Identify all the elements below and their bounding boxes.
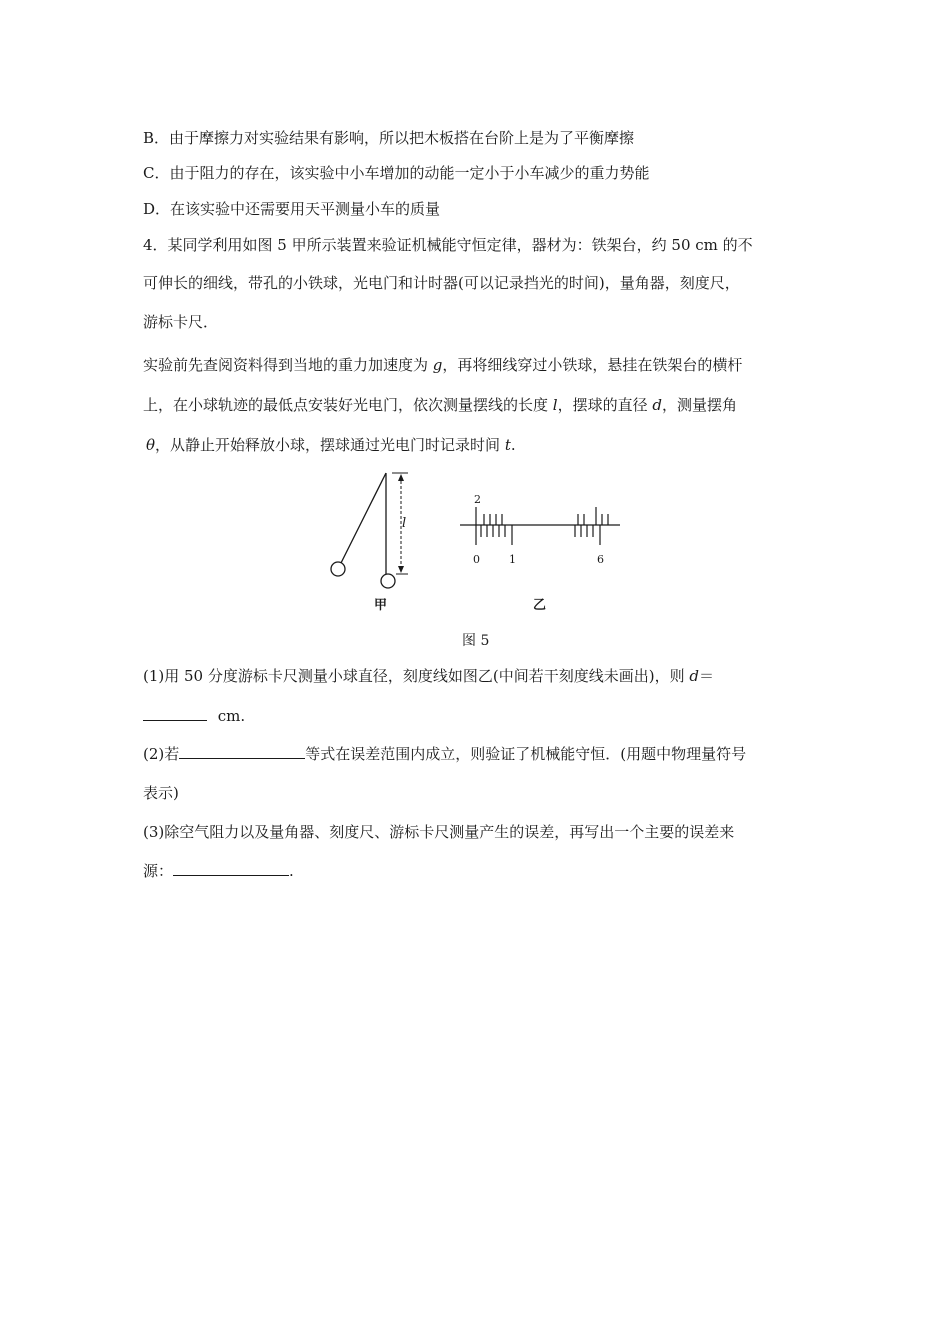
dimension-arrow-up xyxy=(398,474,404,481)
text-segment: ＝ xyxy=(698,667,714,685)
answer-blank-d[interactable] xyxy=(143,706,207,721)
text-segment: ，测量摆角 xyxy=(661,396,737,414)
text-segment: ，再将细线穿过小铁球，悬挂在铁架台的横杆 xyxy=(442,356,743,374)
pendulum-diagram xyxy=(331,473,408,588)
sub-question-3-cont xyxy=(143,861,294,881)
figure-5 xyxy=(0,0,950,620)
vernier-label-1: 1 xyxy=(509,553,516,566)
text-segment: 等式在误差范围内成立，则验证了机械能守恒．(用题中物理量符号 xyxy=(305,745,747,763)
text-segment: 上，在小球轨迹的最低点安装好光电门，依次测量摆线的长度 xyxy=(143,396,553,414)
vernier-label-6: 6 xyxy=(597,553,604,566)
sub-question-1 xyxy=(143,666,714,686)
sub-question-2-cont: 表示) xyxy=(143,784,179,802)
symbol-g: g xyxy=(432,356,443,374)
symbol-l: l xyxy=(552,396,558,414)
text-segment: 实验前先查阅资料得到当地的重力加速度为 xyxy=(143,356,433,374)
answer-blank-error-source[interactable] xyxy=(173,861,289,876)
answer-blank-equation[interactable] xyxy=(179,744,305,759)
symbol-d: d xyxy=(652,396,662,414)
question-4-line-3: 游标卡尺． xyxy=(143,313,219,331)
question-4-line-1: 4．某同学利用如图 5 甲所示装置来验证机械能守恒定律，器材为：铁架台，约 50 cm 的不 xyxy=(143,236,753,254)
pendulum-string-displaced xyxy=(341,473,386,563)
unit-cm: cm. xyxy=(217,707,246,725)
label-jia: 甲 xyxy=(374,598,388,613)
symbol-d: d xyxy=(689,667,699,685)
scale-label-2: 2 xyxy=(474,493,481,506)
option-b: B．由于摩擦力对实验结果有影响，所以把木板搭在台阶上是为了平衡摩擦 xyxy=(143,129,635,147)
sub-question-1-answer xyxy=(143,706,245,726)
label-l: l xyxy=(402,516,407,531)
text-segment: . xyxy=(289,862,294,880)
text-segment: . xyxy=(510,436,516,454)
option-d: D．在该实验中还需要用天平测量小车的质量 xyxy=(143,200,441,218)
label-yi: 乙 xyxy=(533,598,547,613)
pendulum-ball-displaced xyxy=(331,562,345,576)
vernier-scale xyxy=(460,507,620,545)
vernier-label-0: 0 xyxy=(473,553,480,566)
text-segment: ，摆球的直径 xyxy=(557,396,653,414)
text-segment: ，从静止开始释放小球，摆球通过光电门时记录时间 xyxy=(155,436,505,454)
sub-question-3: (3)除空气阻力以及量角器、刻度尺、游标卡尺测量产生的误差，再写出一个主要的误差来 xyxy=(143,823,735,841)
text-segment: (1)用 50 分度游标卡尺测量小球直径，刻度线如图乙(中间若干刻度线未画出)，则 xyxy=(143,667,690,685)
symbol-theta: θ xyxy=(146,436,156,454)
question-4-line-2: 可伸长的细线，带孔的小铁球，光电门和计时器(可以记录挡光的时间)，量角器，刻度尺， xyxy=(143,274,740,292)
figure-caption: 图 5 xyxy=(462,633,490,649)
text-segment: (2)若 xyxy=(143,745,180,763)
dimension-arrow-down xyxy=(398,566,404,573)
text-segment: 源： xyxy=(143,862,174,880)
sub-question-2 xyxy=(143,744,746,764)
symbol-t: t xyxy=(504,436,511,454)
pendulum-ball-rest xyxy=(381,574,395,588)
option-c: C．由于阻力的存在，该实验中小车增加的动能一定小于小车减少的重力势能 xyxy=(143,164,650,182)
